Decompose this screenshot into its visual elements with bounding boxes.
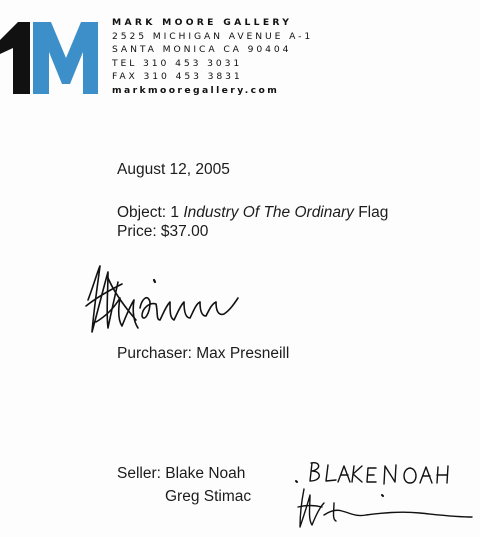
logo-one-mark	[0, 22, 30, 94]
address-line-2: SANTA MONICA CA 90404	[112, 44, 292, 56]
fax: FAX 310 453 3831	[112, 71, 243, 83]
gallery-name: MARK MOORE GALLERY	[112, 17, 293, 28]
object-suffix: Flag	[353, 204, 389, 221]
receipt-date: August 12, 2005	[117, 161, 230, 178]
object-line	[117, 203, 388, 222]
purchaser-signature	[84, 262, 244, 342]
object-title: Industry Of The Ordinary	[183, 204, 354, 221]
purchaser-line: Purchaser: Max Presneill	[117, 345, 290, 362]
seller-signature	[290, 455, 480, 537]
address-line-1: 2525 MICHIGAN AVENUE A-1	[112, 30, 314, 42]
object-prefix: Object: 1	[117, 204, 184, 221]
seller-line-1: Seller: Blake Noah	[117, 465, 246, 482]
website: markmooregallery.com	[112, 84, 280, 96]
telephone: TEL 310 453 3031	[112, 57, 243, 69]
logo-m-mark	[33, 22, 98, 94]
letterhead-address-block	[112, 16, 372, 98]
price-line: Price: $37.00	[117, 223, 209, 240]
gallery-logo	[0, 18, 100, 94]
seller-line-2: Greg Stimac	[165, 488, 252, 505]
